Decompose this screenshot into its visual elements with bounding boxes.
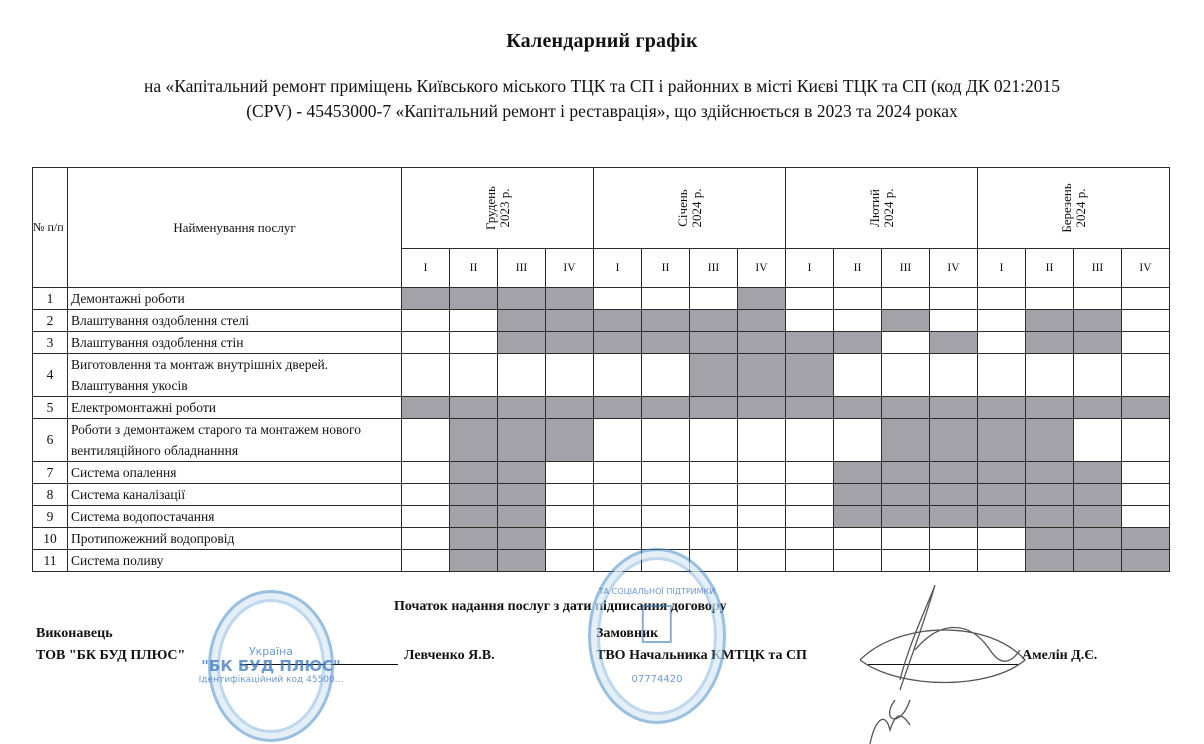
service-name: Система поливу [68, 550, 402, 572]
schedule-cell-active [882, 484, 930, 506]
schedule-cell-empty [834, 419, 882, 462]
row-number: 3 [33, 332, 68, 354]
schedule-cell-active [834, 506, 882, 528]
month-name: Грудень [482, 186, 498, 230]
schedule-cell-active [690, 310, 738, 332]
schedule-cell-empty [402, 484, 450, 506]
schedule-cell-active [1074, 310, 1122, 332]
schedule-cell-active [546, 332, 594, 354]
customer-label: Замовник [596, 626, 659, 641]
schedule-cell-active [1122, 550, 1170, 572]
schedule-cell-empty [450, 310, 498, 332]
schedule-cell-empty [738, 419, 786, 462]
header-service-name: Найменування послуг [68, 168, 402, 288]
schedule-cell-empty [690, 484, 738, 506]
schedule-cell-active [450, 528, 498, 550]
schedule-cell-empty [1026, 288, 1074, 310]
week-header-cell: I [402, 249, 450, 288]
header-number: № п/п [33, 168, 68, 288]
schedule-cell-empty [786, 288, 834, 310]
month-header-january [594, 168, 786, 249]
schedule-cell-active [690, 332, 738, 354]
schedule-cell-empty [402, 550, 450, 572]
month-year: 2024 р. [880, 188, 896, 228]
stamp-code: 07774420 [631, 674, 683, 685]
schedule-cell-active [450, 419, 498, 462]
schedule-cell-empty [786, 462, 834, 484]
schedule-cell-empty [690, 288, 738, 310]
schedule-cell-empty [594, 288, 642, 310]
row-number: 6 [33, 419, 68, 462]
schedule-cell-active [642, 310, 690, 332]
week-header-cell: I [594, 249, 642, 288]
month-name: Січень [674, 189, 690, 227]
schedule-cell-empty [642, 506, 690, 528]
schedule-cell-empty [834, 550, 882, 572]
schedule-cell-empty [450, 332, 498, 354]
schedule-cell-empty [546, 354, 594, 397]
schedule-cell-empty [1074, 288, 1122, 310]
customer-signature-icon [840, 580, 1040, 744]
executor-label: Виконавець [36, 626, 113, 641]
month-year: 2024 р. [688, 188, 704, 228]
table-row [33, 550, 1170, 572]
schedule-cell-active [738, 397, 786, 419]
schedule-cell-empty [402, 310, 450, 332]
schedule-cell-empty [1122, 419, 1170, 462]
schedule-cell-active [642, 397, 690, 419]
row-number: 4 [33, 354, 68, 397]
document-subtitle [40, 74, 1164, 124]
schedule-cell-empty [690, 462, 738, 484]
schedule-cell-active [1074, 484, 1122, 506]
schedule-cell-empty [642, 462, 690, 484]
week-header-cell: III [1074, 249, 1122, 288]
schedule-cell-active [738, 332, 786, 354]
schedule-cell-active [738, 310, 786, 332]
schedule-cell-empty [642, 288, 690, 310]
schedule-cell-active [450, 506, 498, 528]
table-row [33, 484, 1170, 506]
schedule-cell-active [1026, 332, 1074, 354]
schedule-cell-active [498, 462, 546, 484]
schedule-cell-active [978, 462, 1026, 484]
schedule-cell-empty [930, 354, 978, 397]
service-name: Протипожежний водопровід [68, 528, 402, 550]
week-header-cell: III [882, 249, 930, 288]
schedule-cell-empty [594, 484, 642, 506]
service-name: Система опалення [68, 462, 402, 484]
row-number: 7 [33, 462, 68, 484]
month-header-february [786, 168, 978, 249]
schedule-cell-active [834, 484, 882, 506]
schedule-cell-empty [882, 550, 930, 572]
schedule-cell-empty [882, 288, 930, 310]
trident-emblem-icon [642, 605, 672, 643]
schedule-cell-empty [786, 419, 834, 462]
executor-org: ТОВ "БК БУД ПЛЮС" [36, 648, 186, 663]
schedule-cell-empty [930, 528, 978, 550]
schedule-cell-empty [402, 332, 450, 354]
week-header-cell: IV [738, 249, 786, 288]
schedule-cell-empty [594, 506, 642, 528]
schedule-cell-empty [594, 528, 642, 550]
schedule-cell-empty [546, 528, 594, 550]
schedule-cell-active [1122, 528, 1170, 550]
schedule-cell-active [1074, 332, 1122, 354]
schedule-cell-active [498, 484, 546, 506]
week-header-cell: II [642, 249, 690, 288]
schedule-cell-empty [834, 288, 882, 310]
schedule-cell-active [498, 288, 546, 310]
schedule-cell-empty [834, 310, 882, 332]
schedule-cell-empty [642, 354, 690, 397]
schedule-cell-active [498, 550, 546, 572]
document-title: Календарний графік [506, 30, 698, 52]
schedule-cell-active [882, 462, 930, 484]
schedule-cell-empty [594, 354, 642, 397]
week-header-cell: II [834, 249, 882, 288]
schedule-cell-active [546, 397, 594, 419]
schedule-cell-active [690, 397, 738, 419]
schedule-rows [33, 288, 1170, 572]
schedule-cell-empty [402, 506, 450, 528]
service-name: Виготовлення та монтаж внутрішніх дверей. Влаштування укосів [68, 354, 402, 397]
row-number: 2 [33, 310, 68, 332]
schedule-cell-empty [546, 462, 594, 484]
schedule-cell-active [1026, 462, 1074, 484]
schedule-cell-empty [930, 310, 978, 332]
stamp-center-text: "БК БУД ПЛЮС" [201, 657, 341, 675]
schedule-cell-active [930, 484, 978, 506]
schedule-cell-active [1122, 397, 1170, 419]
schedule-cell-empty [1122, 332, 1170, 354]
schedule-cell-active [978, 419, 1026, 462]
month-name: Березень [1058, 183, 1074, 233]
schedule-cell-empty [1026, 354, 1074, 397]
executor-stamp [198, 590, 344, 742]
schedule-cell-empty [1074, 354, 1122, 397]
schedule-cell-active [1026, 310, 1074, 332]
schedule-cell-active [1074, 506, 1122, 528]
week-header-cell: II [450, 249, 498, 288]
subtitle-line-2: (CPV) - 45453000-7 «Капітальний ремонт і реставрація», що здійснюється в 2023 та 2024 роках [246, 101, 958, 121]
schedule-cell-active [498, 332, 546, 354]
row-number: 11 [33, 550, 68, 572]
schedule-cell-empty [594, 462, 642, 484]
week-header-cell: I [978, 249, 1026, 288]
schedule-cell-active [882, 419, 930, 462]
schedule-cell-empty [834, 528, 882, 550]
schedule-cell-active [786, 354, 834, 397]
schedule-cell-empty [930, 288, 978, 310]
schedule-cell-empty [402, 462, 450, 484]
schedule-cell-empty [738, 506, 786, 528]
stamp-top-text: Україна [248, 645, 294, 658]
month-header-december [402, 168, 594, 249]
schedule-cell-empty [690, 528, 738, 550]
schedule-cell-empty [642, 484, 690, 506]
service-name: Демонтажні роботи [68, 288, 402, 310]
schedule-cell-active [402, 288, 450, 310]
schedule-cell-empty [450, 354, 498, 397]
schedule-cell-empty [882, 528, 930, 550]
schedule-cell-empty [402, 528, 450, 550]
schedule-cell-active [498, 397, 546, 419]
schedule-cell-active [498, 419, 546, 462]
week-header-cell: III [498, 249, 546, 288]
schedule-cell-active [1026, 550, 1074, 572]
row-number: 5 [33, 397, 68, 419]
schedule-cell-active [978, 397, 1026, 419]
schedule-cell-active [978, 484, 1026, 506]
schedule-cell-empty [786, 550, 834, 572]
week-header-cell: IV [546, 249, 594, 288]
schedule-cell-active [450, 462, 498, 484]
schedule-cell-empty [1074, 419, 1122, 462]
schedule-cell-empty [402, 419, 450, 462]
schedule-cell-empty [738, 528, 786, 550]
week-header-cell: IV [1122, 249, 1170, 288]
table-row [33, 354, 1170, 397]
schedule-cell-empty [546, 550, 594, 572]
table-row [33, 310, 1170, 332]
schedule-cell-active [1026, 419, 1074, 462]
schedule-cell-active [1026, 397, 1074, 419]
schedule-cell-active [594, 397, 642, 419]
table-row [33, 506, 1170, 528]
schedule-cell-empty [738, 462, 786, 484]
week-header-cell: II [1026, 249, 1074, 288]
schedule-cell-active [930, 462, 978, 484]
schedule-cell-active [834, 462, 882, 484]
subtitle-line-1: на «Капітальний ремонт приміщень Київського міського ТЦК та СП і районних в місті Києві ТЦК та СП (код ДК 021:2015 [143, 76, 1061, 96]
schedule-cell-active [930, 332, 978, 354]
schedule-cell-active [546, 288, 594, 310]
table-row [33, 419, 1170, 462]
schedule-cell-active [642, 332, 690, 354]
service-name: Влаштування оздоблення стін [68, 332, 402, 354]
schedule-cell-empty [978, 288, 1026, 310]
schedule-cell-empty [1122, 462, 1170, 484]
schedule-cell-empty [1122, 354, 1170, 397]
service-name: Система водопостачання [68, 506, 402, 528]
customer-org: ТВО Начальника КМТЦК та СП [596, 648, 807, 663]
service-name: Влаштування оздоблення стелі [68, 310, 402, 332]
customer-person: Амелін Д.Є. [1022, 648, 1098, 663]
schedule-cell-empty [738, 550, 786, 572]
schedule-cell-empty [882, 332, 930, 354]
schedule-cell-active [978, 506, 1026, 528]
schedule-cell-active [1074, 462, 1122, 484]
schedule-cell-empty [498, 354, 546, 397]
schedule-cell-active [1026, 484, 1074, 506]
schedule-cell-empty [1122, 484, 1170, 506]
schedule-cell-empty [1122, 288, 1170, 310]
schedule-cell-active [930, 397, 978, 419]
table-row [33, 462, 1170, 484]
row-number: 8 [33, 484, 68, 506]
schedule-cell-empty [978, 354, 1026, 397]
row-number: 9 [33, 506, 68, 528]
schedule-cell-empty [786, 484, 834, 506]
table-row [33, 288, 1170, 310]
schedule-cell-active [1074, 397, 1122, 419]
schedule-cell-active [450, 484, 498, 506]
schedule-cell-empty [978, 550, 1026, 572]
schedule-cell-empty [834, 354, 882, 397]
month-year: 2023 р. [496, 188, 512, 228]
schedule-cell-empty [642, 528, 690, 550]
schedule-cell-empty [402, 354, 450, 397]
table-row [33, 332, 1170, 354]
schedule-cell-active [450, 397, 498, 419]
schedule-cell-empty [978, 528, 1026, 550]
row-number: 1 [33, 288, 68, 310]
schedule-cell-active [786, 332, 834, 354]
month-header-row [33, 168, 1170, 249]
schedule-cell-active [1074, 528, 1122, 550]
schedule-cell-empty [1122, 506, 1170, 528]
schedule-cell-empty [786, 506, 834, 528]
schedule-table [32, 167, 1170, 572]
row-number: 10 [33, 528, 68, 550]
executor-person: Левченко Я.В. [404, 648, 495, 663]
service-name: Електромонтажні роботи [68, 397, 402, 419]
schedule-cell-empty [978, 310, 1026, 332]
week-header-cell: IV [930, 249, 978, 288]
week-header-cell: III [690, 249, 738, 288]
schedule-cell-active [930, 419, 978, 462]
service-name: Система каналізації [68, 484, 402, 506]
schedule-cell-active [546, 419, 594, 462]
schedule-cell-active [450, 288, 498, 310]
schedule-cell-active [498, 528, 546, 550]
schedule-cell-empty [930, 550, 978, 572]
schedule-cell-active [498, 506, 546, 528]
schedule-cell-empty [786, 528, 834, 550]
schedule-cell-active [834, 397, 882, 419]
schedule-cell-active [450, 550, 498, 572]
schedule-cell-empty [642, 419, 690, 462]
schedule-cell-empty [882, 354, 930, 397]
schedule-cell-active [402, 397, 450, 419]
month-header-march [978, 168, 1170, 249]
schedule-cell-active [882, 506, 930, 528]
schedule-cell-empty [786, 310, 834, 332]
table-row [33, 528, 1170, 550]
schedule-cell-empty [978, 332, 1026, 354]
schedule-cell-active [1026, 528, 1074, 550]
schedule-cell-active [930, 506, 978, 528]
service-name: Роботи з демонтажем старого та монтажем нового вентиляційного обладнанння [68, 419, 402, 462]
month-name: Лютий [866, 189, 882, 227]
stamp-bottom-text: Ідентифікаційний код 45500... [198, 675, 344, 685]
schedule-cell-active [786, 397, 834, 419]
schedule-cell-active [594, 332, 642, 354]
schedule-cell-empty [690, 419, 738, 462]
stamp-top-text: ТА СОЦІАЛЬНОЇ ПІДТРИМКИ [598, 587, 716, 596]
table-row [33, 397, 1170, 419]
schedule-cell-active [1026, 506, 1074, 528]
schedule-cell-empty [1122, 310, 1170, 332]
schedule-cell-empty [738, 484, 786, 506]
schedule-cell-empty [546, 484, 594, 506]
schedule-cell-active [738, 288, 786, 310]
schedule-cell-empty [594, 419, 642, 462]
schedule-cell-active [882, 397, 930, 419]
start-note: Початок надання послуг з дати підписання договору [394, 599, 727, 614]
schedule-cell-active [1074, 550, 1122, 572]
schedule-cell-active [882, 310, 930, 332]
schedule-cell-active [738, 354, 786, 397]
month-year: 2024 р. [1072, 188, 1088, 228]
week-header-cell: I [786, 249, 834, 288]
schedule-cell-active [690, 354, 738, 397]
customer-stamp [588, 548, 726, 724]
schedule-cell-active [546, 310, 594, 332]
schedule-cell-active [834, 332, 882, 354]
schedule-cell-empty [690, 506, 738, 528]
schedule-cell-empty [546, 506, 594, 528]
schedule-cell-active [498, 310, 546, 332]
schedule-cell-active [594, 310, 642, 332]
